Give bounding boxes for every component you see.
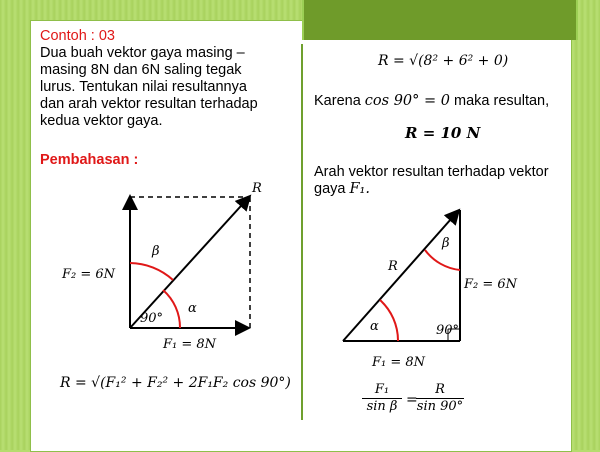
beta-arc	[130, 263, 173, 280]
solution-heading: Pembahasan :	[40, 152, 139, 168]
karena-math: cos 90° = 0	[364, 93, 450, 109]
label-F1-2: F₁ = 8N	[372, 355, 426, 370]
alpha-arc-2	[380, 300, 398, 341]
sine-num-right: R	[435, 382, 445, 397]
sine-rule-left-fraction	[362, 382, 402, 414]
label-90: 90°	[140, 311, 164, 326]
karena-post: maka resultan,	[454, 93, 550, 109]
problem-line-1: Dua buah vektor gaya masing –	[40, 45, 245, 61]
karena-line	[314, 93, 549, 110]
resultant-numeric-formula: R = √(8² + 6² + 0)	[378, 53, 509, 69]
label-F1: F₁ = 8N	[163, 337, 217, 352]
label-90-2: 90°	[436, 323, 460, 338]
sine-num-left: F₁	[374, 382, 390, 397]
resultant-formula: R = √(F₁² + F₂² + 2F₁F₂ cos 90°)	[60, 375, 291, 391]
arah-line-2	[314, 181, 370, 198]
label-alpha-2: α	[370, 319, 379, 334]
karena-pre: Karena	[314, 93, 361, 109]
sine-den-left: sin β	[362, 398, 402, 414]
resultant-side-arrow	[343, 210, 459, 341]
sine-rule-right-fraction	[416, 382, 464, 414]
label-beta-2: β	[442, 236, 450, 251]
beta-arc-2	[425, 250, 460, 270]
problem-line-4: dan arah vektor resultan terhadap	[40, 96, 258, 112]
problem-line-5: kedua vektor gaya.	[40, 113, 163, 129]
problem-line-2: masing 8N dan 6N saling tegak	[40, 62, 242, 78]
label-R-2: R	[388, 259, 398, 274]
label-F2-2: F₂ = 6N	[464, 277, 518, 292]
arah-math: F₁.	[349, 181, 370, 197]
example-heading: Contoh : 03	[40, 28, 115, 44]
label-F2: F₂ = 6N	[62, 267, 116, 282]
sine-equals: =	[406, 392, 418, 408]
arah-line-1: Arah vektor resultan terhadap vektor	[314, 164, 549, 180]
result-value: R = 10 N	[405, 124, 481, 142]
arah-pre: gaya	[314, 181, 346, 197]
alpha-arc	[163, 290, 180, 328]
problem-line-3: lurus. Tentukan nilai resultannya	[40, 79, 247, 95]
label-alpha: α	[188, 301, 197, 316]
sine-den-right: sin 90°	[416, 399, 464, 414]
label-beta: β	[152, 244, 160, 259]
label-R: R	[252, 181, 262, 196]
